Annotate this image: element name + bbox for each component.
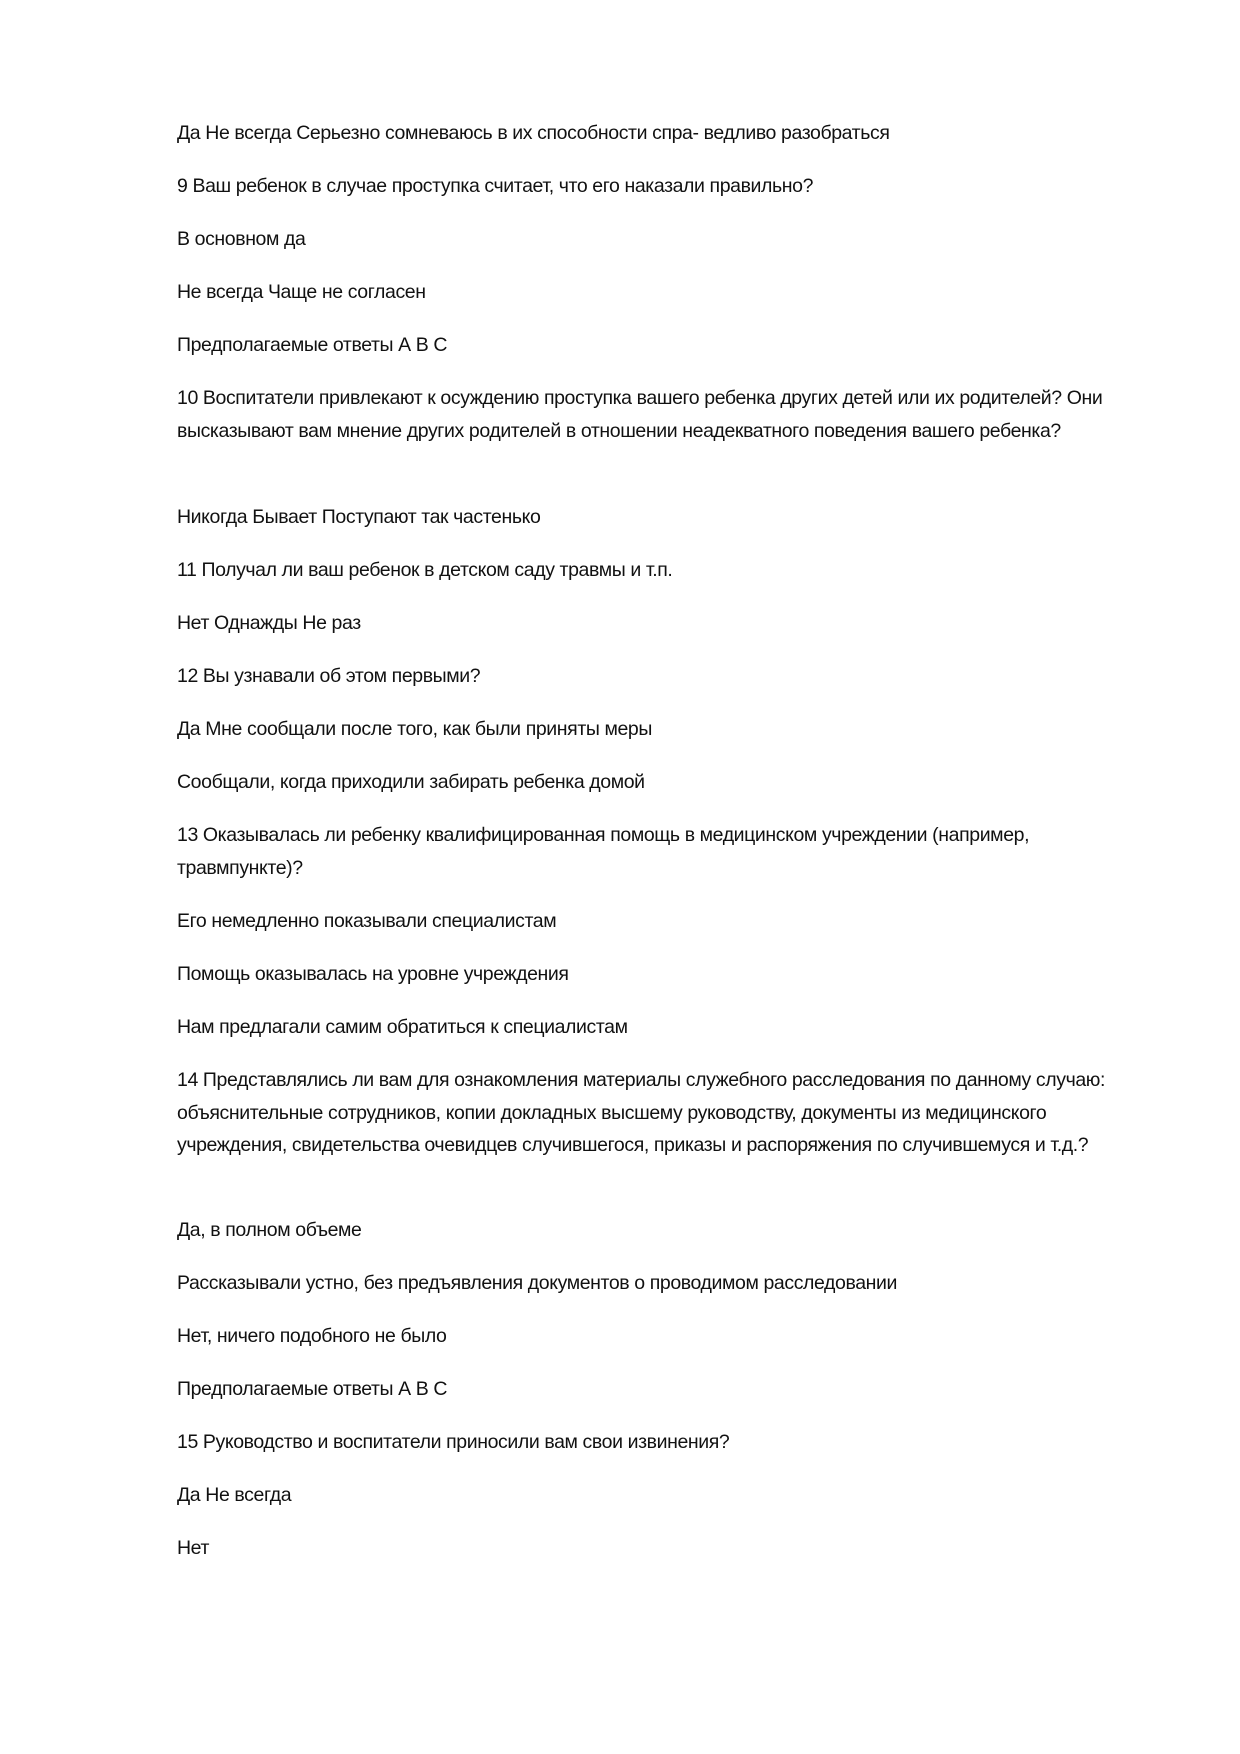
answer-option: Помощь оказывалась на уровне учреждения: [177, 963, 569, 985]
answer-options-line: Да Не всегда Серьезно сомневаюсь в их способности спра- ведливо разобраться: [177, 122, 890, 144]
answer-option: Нет, ничего подобного не было: [177, 1325, 447, 1347]
answer-option: Нам предлагали самим обратиться к специалистам: [177, 1016, 628, 1038]
question-15: 15 Руководство и воспитатели приносили вам свои извинения?: [177, 1431, 730, 1453]
answer-option: Нет: [177, 1537, 210, 1559]
answer-option: Да Мне сообщали после того, как были приняты меры: [177, 718, 652, 740]
answer-option: Да, в полном объеме: [177, 1219, 362, 1241]
question-14: 14 Представлялись ли вам для ознакомления материалы служебного расследования по данному случаю: объяснительные сотрудников, копии докладных высшему руководству, документы из медицинского учреждения, свидетельства очевидцев случившегося, приказы и распоряжения по случившемуся и т.д.?: [177, 1069, 1106, 1156]
question-10: 10 Воспитатели привлекают к осуждению проступка вашего ребенка других детей или их родителей? Они высказывают вам мнение других родителей в отношении неадекватного поведения вашего ребенка?: [177, 387, 1103, 442]
question-12: 12 Вы узнавали об этом первыми?: [177, 665, 481, 687]
answer-options-line: Никогда Бывает Поступают так частенько: [177, 506, 541, 528]
expected-answers: Предполагаемые ответы А В С: [177, 1378, 448, 1400]
answer-option: Не всегда Чаще не согласен: [177, 281, 426, 303]
question-11: 11 Получал ли ваш ребенок в детском саду травмы и т.п.: [177, 559, 673, 581]
question-13: 13 Оказывалась ли ребенку квалифицированная помощь в медицинском учреждении (например, травмпункте)?: [177, 824, 1030, 879]
answer-option: Его немедленно показывали специалистам: [177, 910, 557, 932]
question-9: 9 Ваш ребенок в случае проступка считает, что его наказали правильно?: [177, 175, 814, 197]
expected-answers: Предполагаемые ответы А В С: [177, 334, 448, 356]
answer-option: Рассказывали устно, без предъявления документов о проводимом расследовании: [177, 1272, 898, 1294]
answer-option: Сообщали, когда приходили забирать ребенка домой: [177, 771, 645, 793]
answer-option: Да Не всегда: [177, 1484, 292, 1506]
answer-option: В основном да: [177, 228, 306, 250]
answer-options-line: Нет Однажды Не раз: [177, 612, 361, 634]
